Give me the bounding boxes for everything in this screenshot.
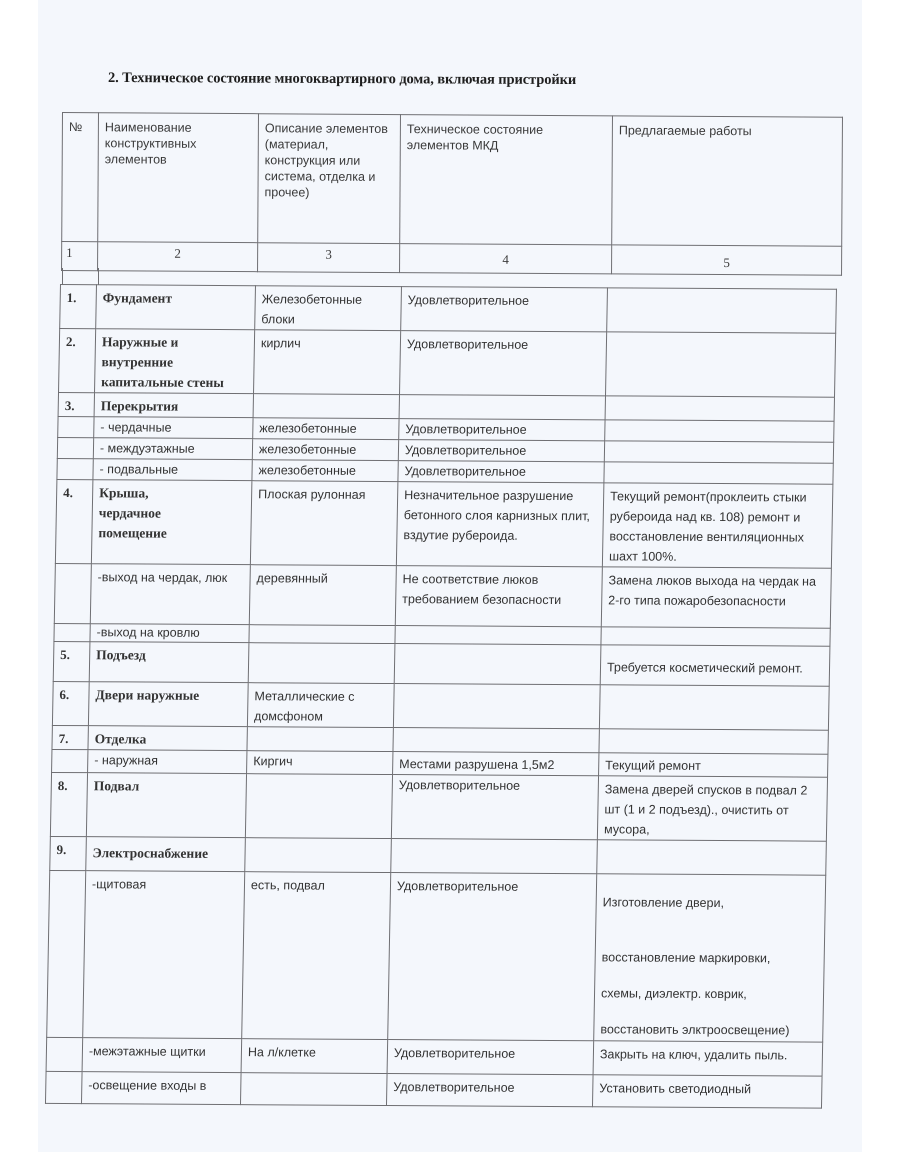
row-number xyxy=(54,563,91,623)
proposed-works xyxy=(594,874,826,1042)
proposed-works: Закрыть на ключ, удалить пыль. xyxy=(593,1041,823,1076)
element-condition: Удовлетворительное xyxy=(387,1040,594,1075)
table-row xyxy=(50,772,827,841)
element-description: железобетонные xyxy=(252,439,398,461)
table-gap xyxy=(62,268,843,285)
column-number: 3 xyxy=(258,243,400,273)
element-description xyxy=(253,394,399,419)
header-cell-condition: Техническое состояние элементов МКД xyxy=(400,115,613,245)
table-row xyxy=(59,328,836,397)
proposed-works xyxy=(606,332,836,397)
element-condition xyxy=(395,626,601,645)
element-name: Отделка xyxy=(88,726,247,751)
table-row xyxy=(52,681,829,730)
element-condition: Удовлетворительное xyxy=(400,331,607,396)
table-row xyxy=(47,870,826,1042)
row-number xyxy=(58,416,94,437)
row-number: 8. xyxy=(50,772,87,836)
header-cell-number: № xyxy=(62,113,99,242)
element-name: - чердачные xyxy=(94,417,253,439)
header-cell-element-name: Наименование конструктивных элементов xyxy=(98,113,259,243)
row-number: 1. xyxy=(60,285,97,329)
element-condition: Местами разрушена 1,5м2 xyxy=(393,752,599,776)
element-condition: Удовлетворительное xyxy=(398,461,604,483)
header-row xyxy=(62,113,843,247)
element-name: Перекрытия xyxy=(94,393,253,418)
header-cell-description: Описание элементов (материал, конструкция или система, отделка и прочее) xyxy=(258,114,401,244)
element-description: Металлические с домсфоном xyxy=(247,683,394,728)
proposed-works: Замена люков выхода на чердак на 2-го типа пожаробезопасности xyxy=(601,567,831,628)
element-description: Киргич xyxy=(247,751,393,775)
condition-table xyxy=(45,284,837,1109)
proposed-works xyxy=(605,420,834,442)
proposed-works: Требуется косметический ремонт. xyxy=(600,645,830,686)
row-number: 5. xyxy=(53,641,90,681)
element-description xyxy=(249,625,395,644)
element-name: Крыша, чердачное помещение xyxy=(91,480,252,565)
proposed-works-line: восстановление маркировки, xyxy=(601,950,771,966)
table-row xyxy=(60,285,837,334)
row-number: 6. xyxy=(52,681,89,725)
element-description: На л/клетке xyxy=(241,1039,388,1074)
row-number xyxy=(54,623,90,641)
element-description: железобетонные xyxy=(252,460,398,482)
element-description xyxy=(240,1073,387,1106)
row-number: 2. xyxy=(59,328,96,392)
element-description xyxy=(245,774,392,839)
element-name: -межэтажные щитки xyxy=(82,1038,242,1073)
table-row xyxy=(55,479,833,568)
row-number xyxy=(45,1071,82,1103)
proposed-works: Замена дверей спусков в подвал 2 шт (1 и 2 подъезд)., очистить от мусора, xyxy=(597,776,827,841)
element-name: -щитовая xyxy=(83,871,245,1039)
proposed-works-line: Изготовление двери, xyxy=(602,895,725,911)
header-cell-proposed-works: Предлагаемые работы xyxy=(612,116,843,246)
element-condition: Удовлетворительное xyxy=(399,419,605,441)
table-row xyxy=(45,1071,822,1108)
column-number: 2 xyxy=(98,242,258,272)
row-number: 7. xyxy=(52,725,88,749)
element-condition: Не соответствие люков требованием безопасности xyxy=(395,566,602,627)
proposed-works xyxy=(607,288,837,333)
proposed-works xyxy=(599,729,828,754)
proposed-works-line: схемы, диэлектр. коврик, xyxy=(600,986,747,1002)
proposed-works-line: восстановить элктроосвещение) xyxy=(600,1022,790,1038)
row-number: 4. xyxy=(55,479,93,563)
element-name: -выход на чердак, люк xyxy=(90,564,250,625)
table-row xyxy=(50,836,827,875)
proposed-works xyxy=(597,840,827,875)
element-name: Фундамент xyxy=(96,285,256,330)
element-name: -освещение входы в xyxy=(81,1072,241,1105)
proposed-works xyxy=(604,441,833,463)
proposed-works: Текущий ремонт(проклеить стыки рубероида над кв. 108) ремонт и восстановление вентиляционных шахт 100%. xyxy=(602,483,833,568)
element-name: Подъезд xyxy=(89,642,249,683)
table-row xyxy=(54,563,831,628)
proposed-works xyxy=(601,627,830,646)
element-condition: Удовлетворительное xyxy=(388,873,597,1041)
element-description: деревянный xyxy=(249,565,396,626)
element-description: есть, подвал xyxy=(242,872,391,1040)
element-description: кирлич xyxy=(254,330,401,395)
element-description: Железобетонные блоки xyxy=(255,286,402,331)
header-table xyxy=(61,112,843,276)
element-condition xyxy=(393,684,600,729)
element-name: - междуэтажные xyxy=(93,438,252,460)
element-condition xyxy=(399,395,605,420)
element-condition xyxy=(393,728,599,753)
element-description xyxy=(247,727,393,752)
row-number: 9. xyxy=(50,836,87,870)
element-description: железобетонные xyxy=(253,418,399,440)
column-number: 5 xyxy=(612,245,842,275)
element-description xyxy=(245,838,392,873)
table-row xyxy=(46,1037,823,1076)
element-condition xyxy=(394,644,601,685)
proposed-works xyxy=(599,685,829,730)
column-number: 1 xyxy=(62,242,98,271)
row-number xyxy=(57,437,93,458)
element-name: Двери наружные xyxy=(88,682,248,727)
element-name: Наружные и внутренние капитальные стены xyxy=(95,329,255,394)
section-title: 2. Техническое состояние многоквартирного дома, включая пристройки xyxy=(107,70,577,89)
element-name: Подвал xyxy=(86,773,246,838)
row-number xyxy=(52,749,88,772)
row-number: 3. xyxy=(58,392,94,416)
element-condition: Незначительное разрушение бетонного слоя карнизных плит, вздутие рубероида. xyxy=(396,482,604,567)
element-condition: Удовлетворительное xyxy=(398,440,604,462)
element-condition: Удовлетворительное xyxy=(401,287,608,332)
element-name: - подвальные xyxy=(93,459,252,481)
proposed-works: Установить светодиодный xyxy=(592,1075,822,1108)
element-condition xyxy=(391,839,598,874)
element-description xyxy=(248,643,395,684)
element-condition: Удовлетворительное xyxy=(386,1074,593,1107)
column-number: 4 xyxy=(400,244,612,274)
element-name: - наружная xyxy=(88,750,247,774)
proposed-works xyxy=(605,396,834,421)
proposed-works: Текущий ремонт xyxy=(599,753,828,777)
proposed-works xyxy=(604,462,833,484)
row-number xyxy=(46,1037,83,1071)
element-name: Электроснабжение xyxy=(86,837,246,872)
table-row xyxy=(53,641,830,686)
row-number xyxy=(57,458,93,479)
element-condition: Удовлетворительное xyxy=(391,775,598,840)
element-description: Плоская рулонная xyxy=(250,481,398,566)
table-gap-divider xyxy=(98,268,99,285)
row-number xyxy=(47,870,86,1037)
element-name: -выход на кровлю xyxy=(90,624,249,643)
